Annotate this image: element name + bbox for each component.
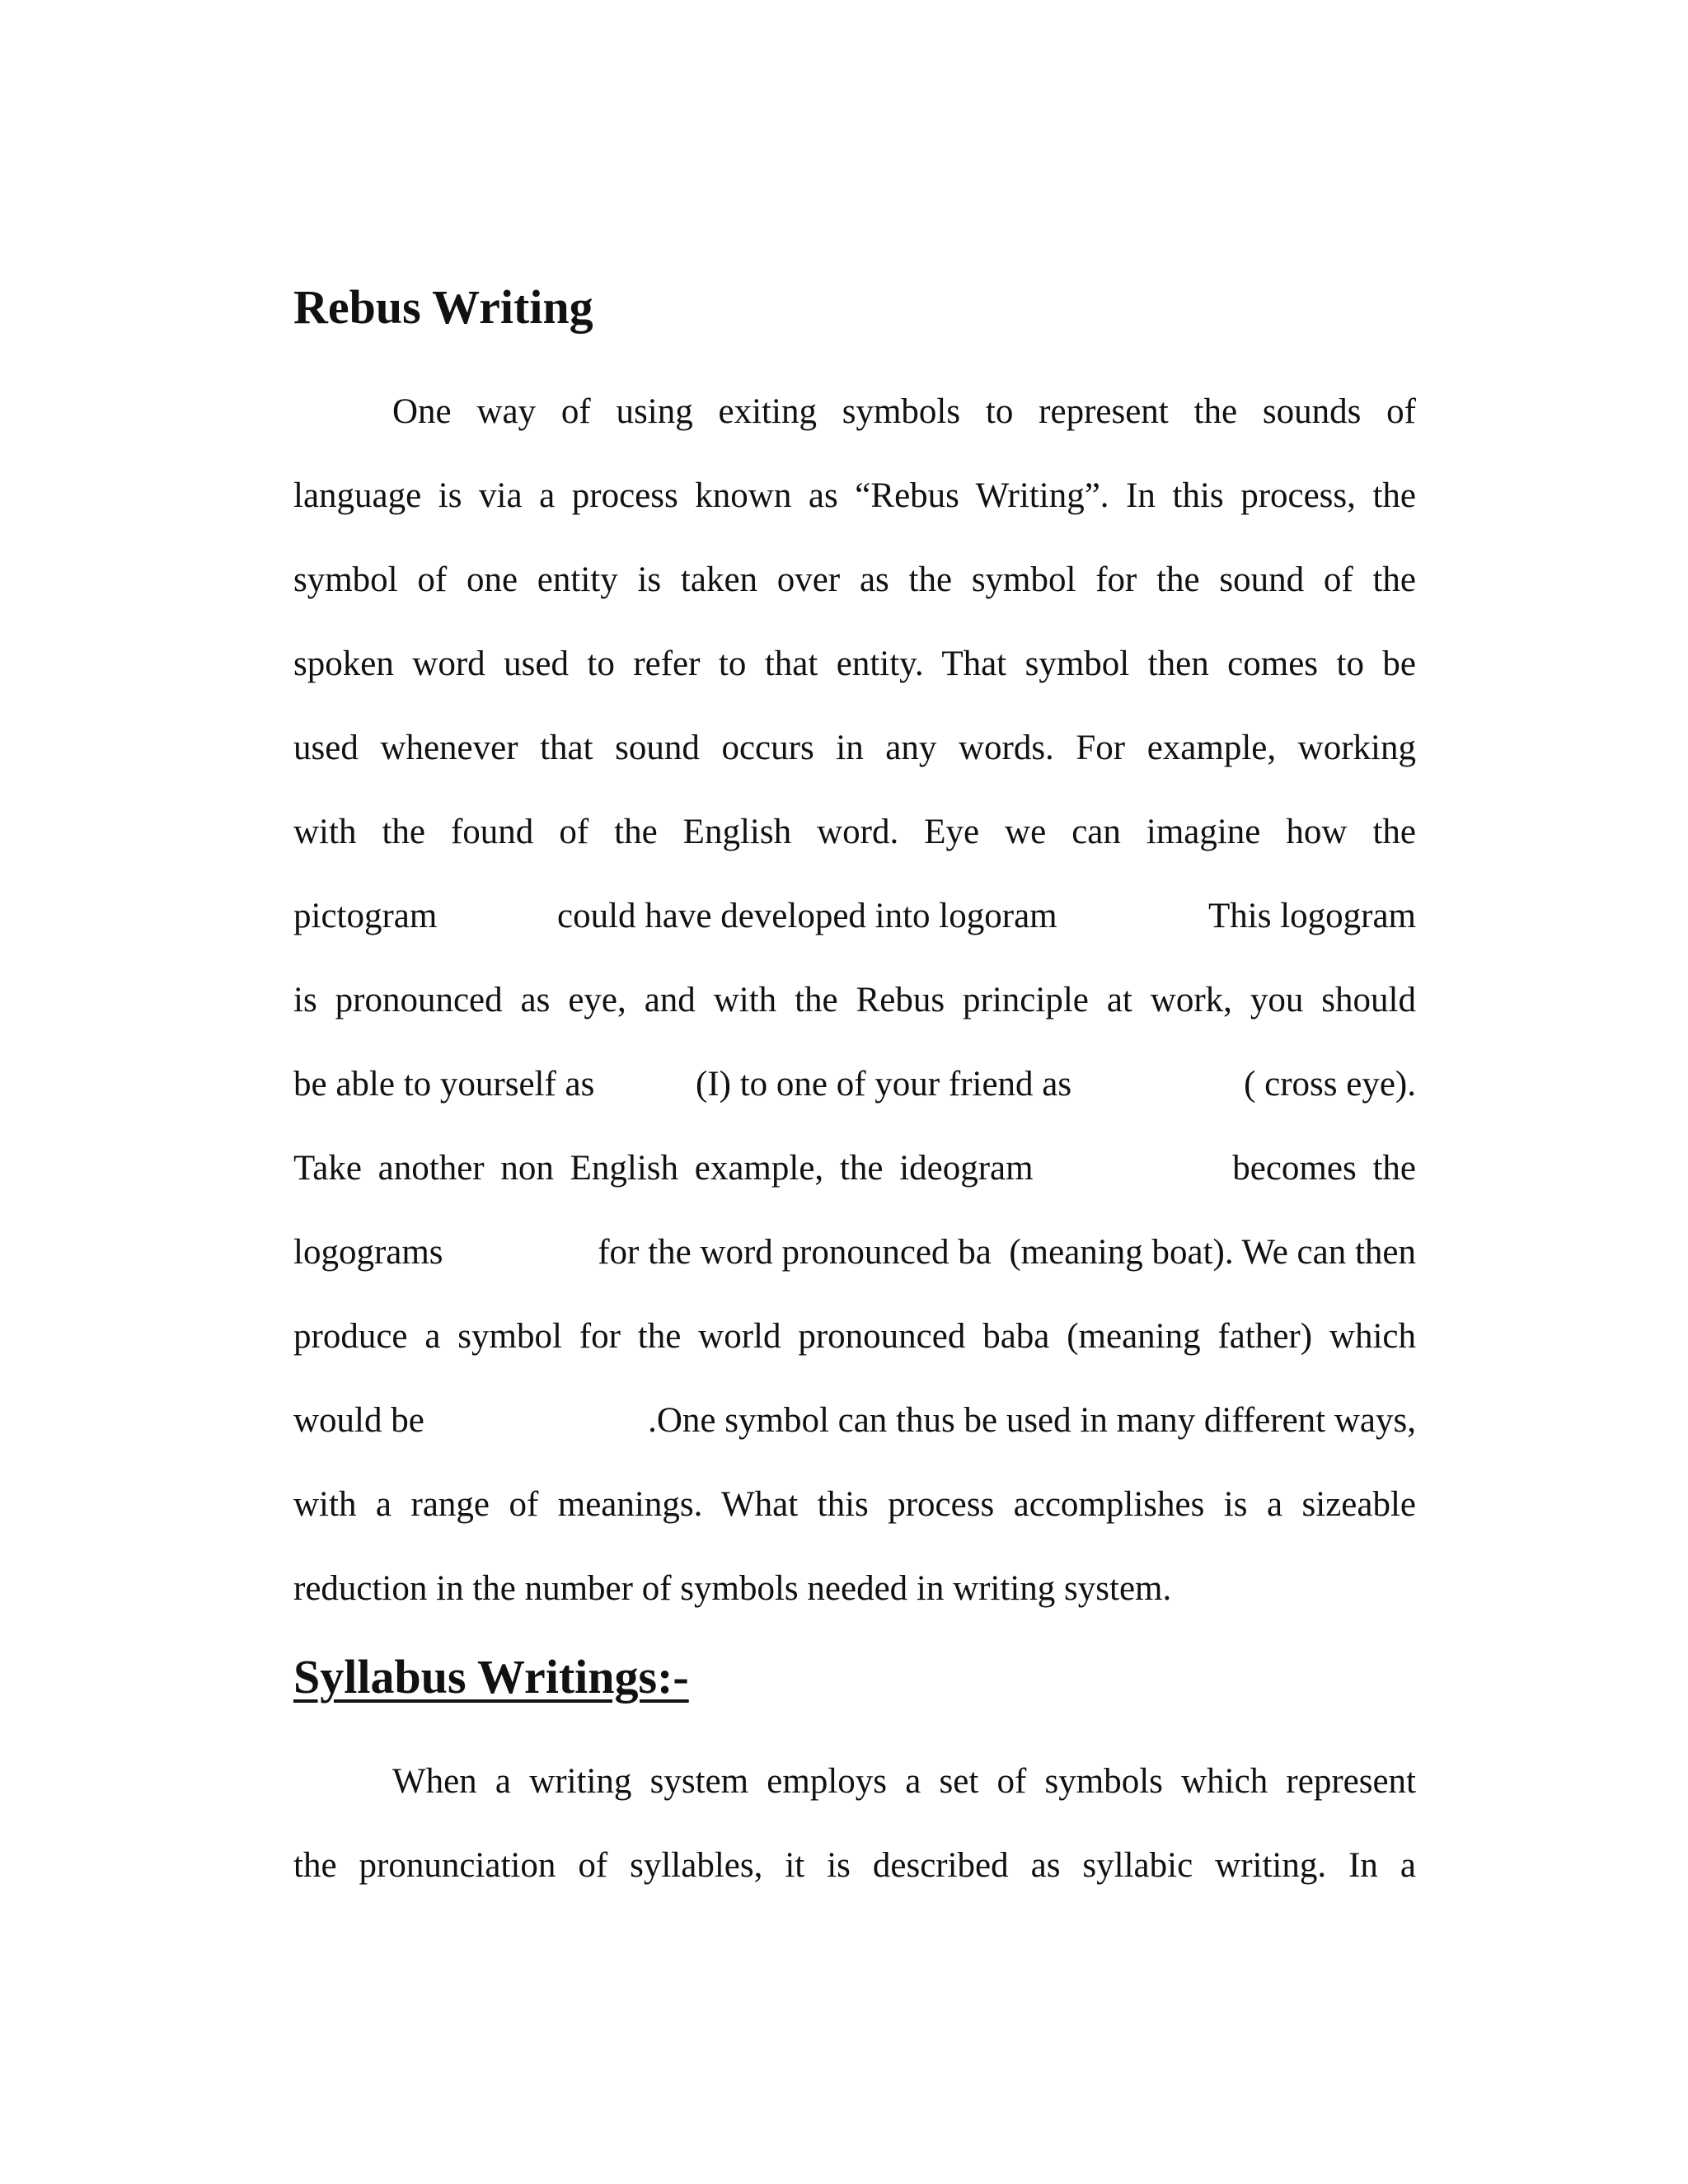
text-segment: .One symbol can thus be used in many different ways, [648,1401,1416,1440]
paragraph-line: is pronounced as eye, and with the Rebus principle at work, you should [293,981,1416,1019]
paragraph-line: used whenever that sound occurs in any words. For example, working [293,729,1416,767]
paragraph-line: with the found of the English word. Eye we can imagine how the [293,813,1416,851]
paragraph-line: spoken word used to refer to that entity. That symbol then comes to be [293,644,1416,683]
text-segment: be able to yourself as [293,1065,595,1104]
text-segment: This logogram [1208,897,1416,935]
paragraph-line: the pronunciation of syllables, it is described as syllabic writing. In a [293,1846,1416,1885]
paragraph-line [293,893,1416,940]
paragraph-line: One way of using exiting symbols to represent the sounds of [392,392,1416,431]
paragraph-line: with a range of meanings. What this process accomplishes is a sizeable [293,1485,1416,1524]
paragraph-line [293,1230,1416,1276]
text-segment: could have developed into logoram [557,897,1057,935]
text-segment: Take another non English example, the ideogram [293,1149,1034,1188]
heading-syllabus-writings: Syllabus Writings:- [293,1650,689,1704]
paragraph-line: When a writing system employs a set of symbols which represent [392,1762,1416,1801]
text-segment: for the word pronounced ba (meaning boat). We can then [598,1233,1416,1272]
paragraph-line [293,1062,1416,1108]
paragraph-line [293,1146,1416,1192]
text-segment: becomes the [1232,1149,1416,1188]
paragraph-line: produce a symbol for the world pronounced baba (meaning father) which [293,1317,1416,1356]
text-segment: (I) to one of your friend as [696,1065,1072,1104]
paragraph-line [293,1398,1416,1444]
paragraph-line: language is via a process known as “Rebus Writing”. In this process, the [293,476,1416,515]
text-segment: would be [293,1401,424,1440]
paragraph-line: symbol of one entity is taken over as the symbol for the sound of the [293,560,1416,599]
paragraph-line: reduction in the number of symbols needed in writing system. [293,1569,1172,1608]
text-segment: logograms [293,1233,443,1272]
heading-rebus-writing: Rebus Writing [293,280,593,334]
text-segment: ( cross eye). [1244,1065,1416,1104]
text-segment: pictogram [293,897,438,935]
